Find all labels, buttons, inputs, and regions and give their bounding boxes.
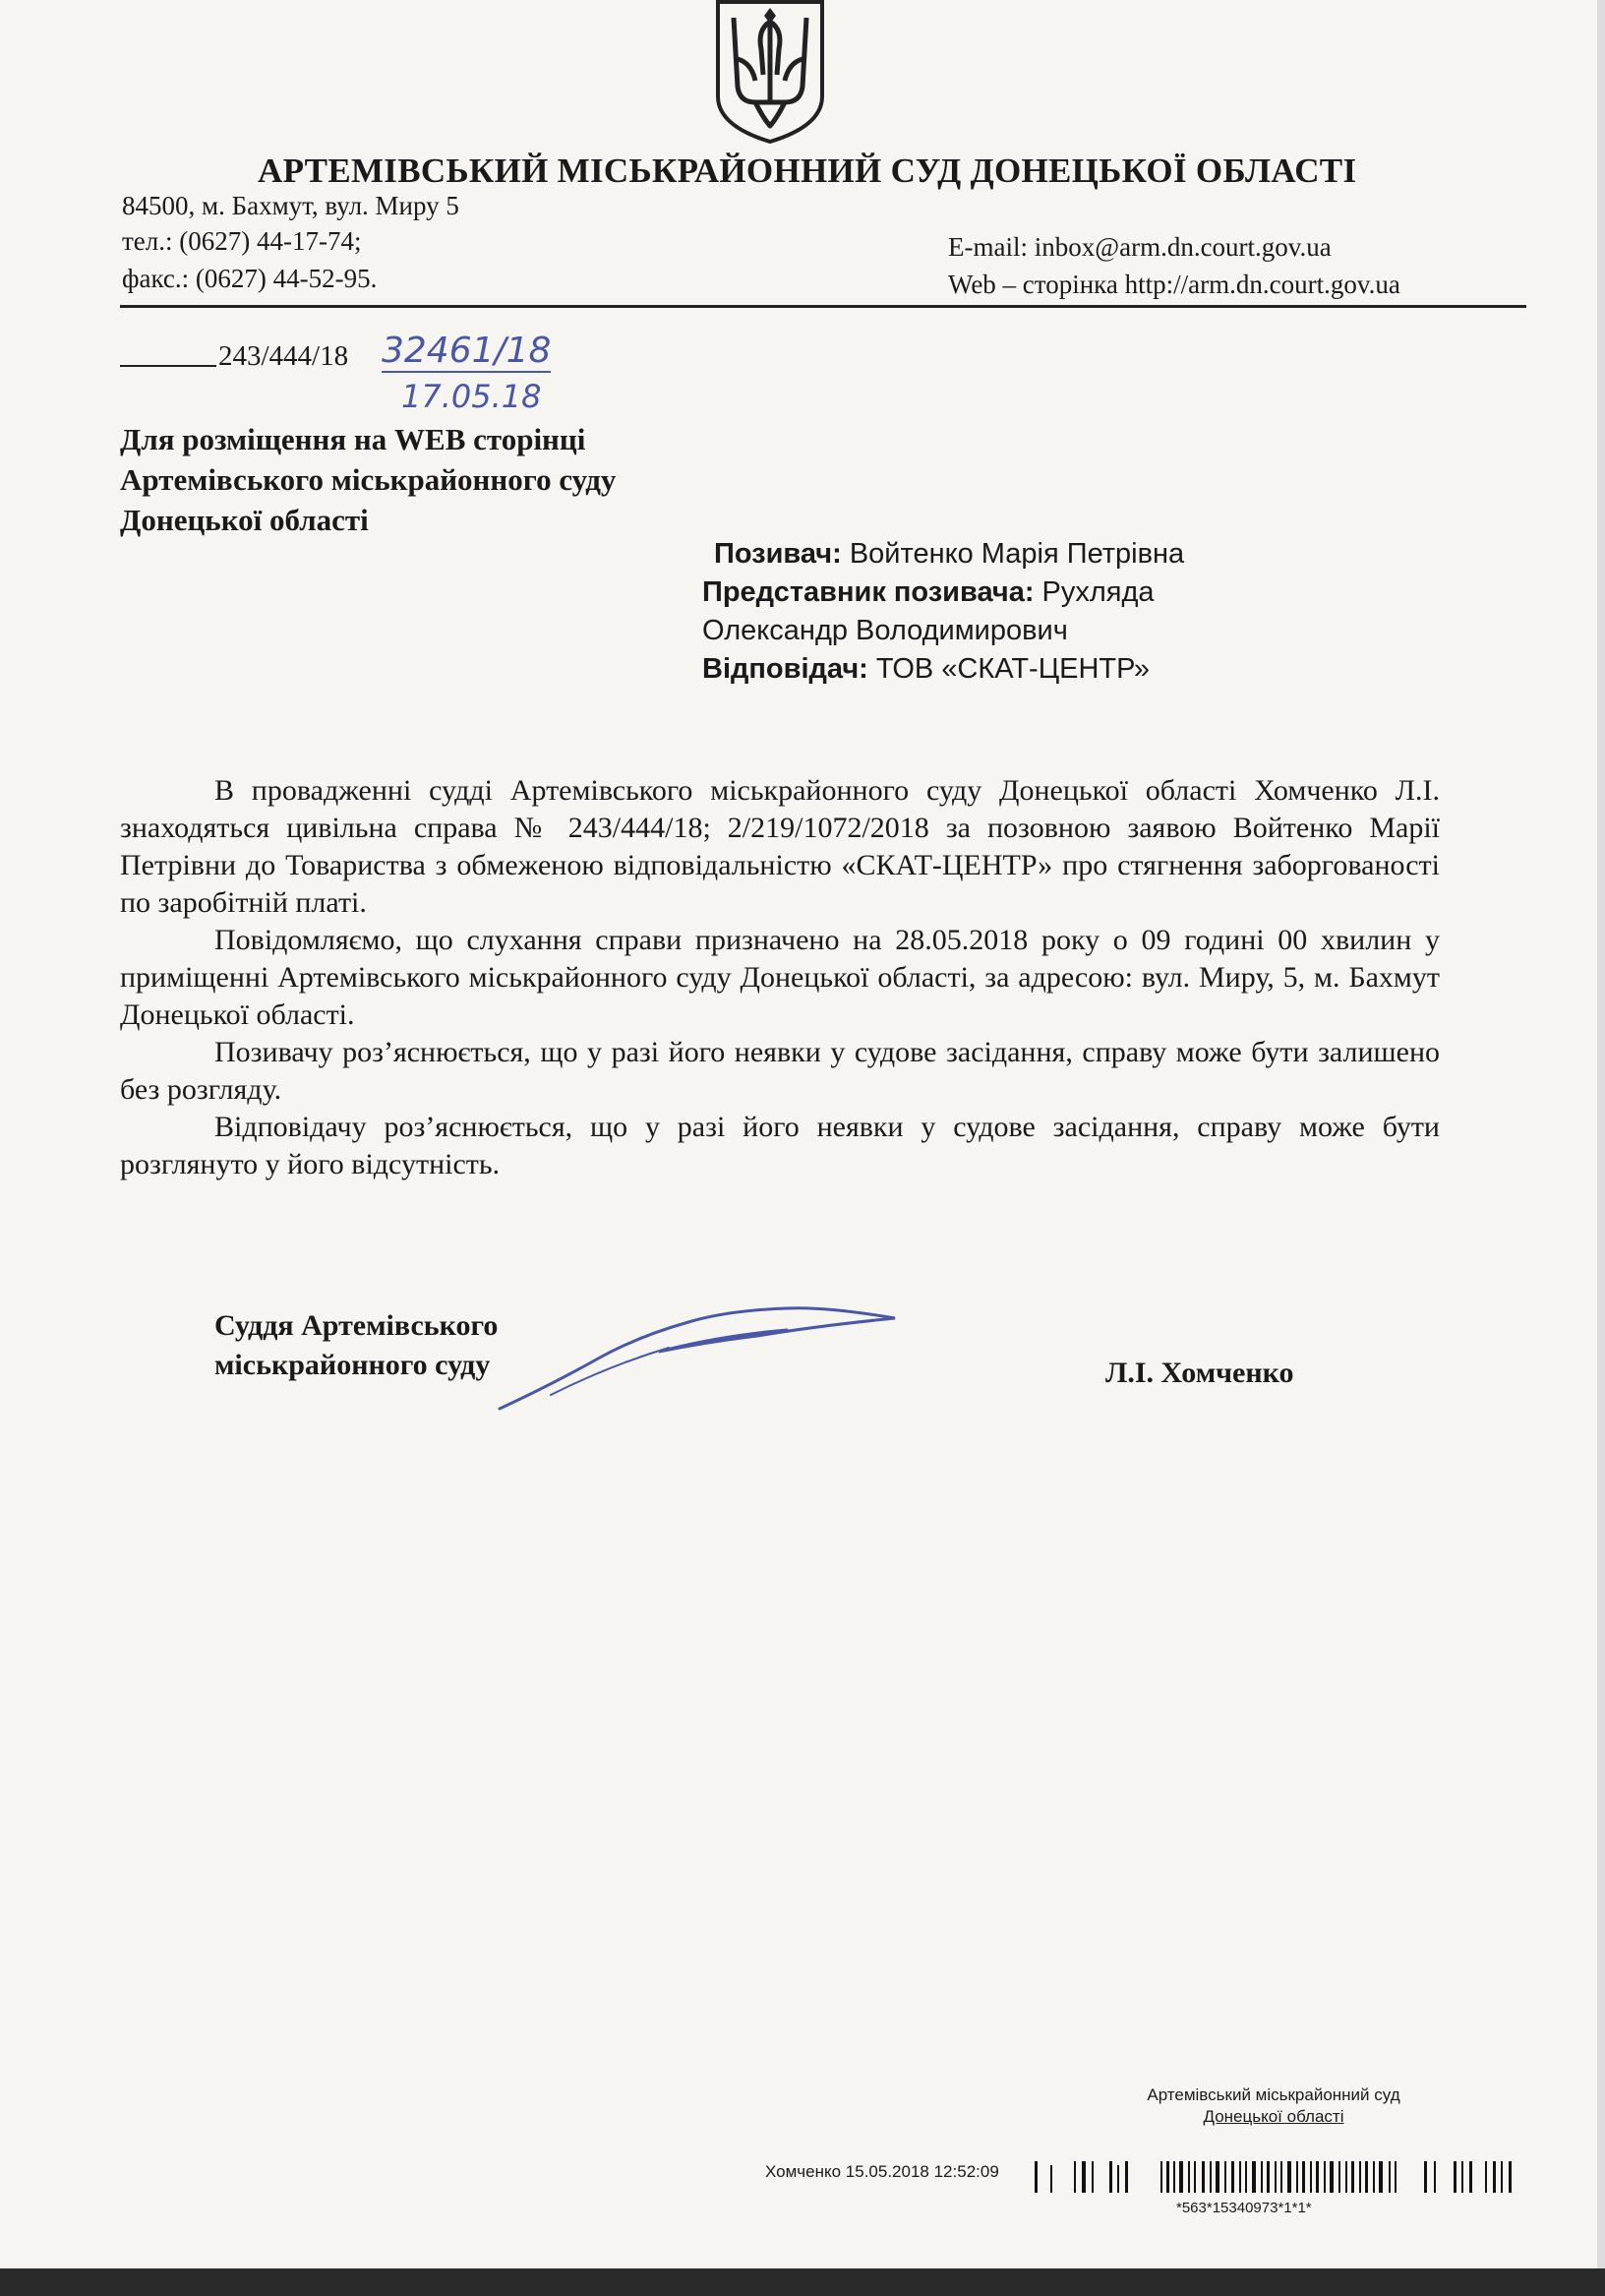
defendant-label: Відповідач: xyxy=(702,653,868,685)
plaintiff-label: Позивач: xyxy=(714,538,842,570)
e-document-stamp-court xyxy=(1131,2085,1416,2128)
web-publication-note xyxy=(120,419,808,540)
notice-body xyxy=(120,772,1440,1183)
body-paragraph: Позивачу роз’яснюється, що у разі його неявки у судове засідання, справу може бути залишено без розгляду. xyxy=(120,1036,1440,1106)
header-divider xyxy=(120,305,1526,308)
web-note-line: Для розміщення на WEB сторінці xyxy=(120,422,586,456)
defendant-name: ТОВ «СКАТ-ЦЕНТР» xyxy=(875,653,1150,685)
web-note-line: Артемівського міськрайонного суду xyxy=(120,462,617,497)
representative-name-part2: Олександр Володимирович xyxy=(702,615,1068,646)
court-website: Web – сторінка http://arm.dn.court.gov.ua xyxy=(948,270,1400,299)
court-phone: тел.: (0627) 44-17-74; xyxy=(122,226,362,256)
stamp-court-line: Артемівський міськрайонний суд xyxy=(1147,2085,1400,2104)
outgoing-reference xyxy=(120,340,348,373)
handwritten-registration-date: 17.05.18 xyxy=(401,378,542,415)
body-paragraph: Повідомляємо, що слухання справи призначено на 28.05.2018 року о 09 годині 00 хвилин у приміщенні Артемівського міськрайонного суду Донецької області, за адресою: вул. Миру, 5, м. Бахмут Донецької області. xyxy=(120,924,1440,1031)
scan-edge-right xyxy=(1597,0,1605,2296)
judge-title-line: міськрайонного суду xyxy=(214,1349,491,1381)
judge-title xyxy=(214,1306,498,1385)
web-note-line: Донецької області xyxy=(120,503,369,537)
judge-title-line: Суддя Артемівського xyxy=(214,1309,499,1342)
case-parties xyxy=(702,535,1509,689)
stamp-court-line: Донецької області xyxy=(1203,2107,1344,2126)
barcode xyxy=(1035,2159,1513,2197)
court-address: 84500, м. Бахмут, вул. Миру 5 xyxy=(122,191,459,220)
court-fax: факс.: (0627) 44-52-95. xyxy=(122,264,378,293)
court-email: E-mail: inbox@arm.dn.court.gov.ua xyxy=(948,232,1332,262)
reference-blank-line xyxy=(120,365,216,367)
representative-label: Представник позивача: xyxy=(702,576,1035,608)
body-paragraph: В провадженні судді Артемівського міськрайонного суду Донецької області Хомченко Л.І. знаходяться цивільна справа № 243/444/18; 2/219/1072/2018 за позовною заявою Войтенко Марії Петрівни до Товариства з обмеженою відповідальністю «СКАТ-ЦЕНТР» про стягнення заборгованості по заробітній платі. xyxy=(120,774,1440,919)
scan-edge-bottom xyxy=(0,2268,1605,2296)
e-signature-info: Хомченко 15.05.2018 12:52:09 xyxy=(765,2162,999,2181)
plaintiff-name: Войтенко Марія Петрівна xyxy=(849,538,1185,570)
handwritten-registration-number: 32461/18 xyxy=(382,331,552,371)
body-paragraph: Відповідачу роз’яснюється, що у разі його неявки у судове засідання, справу може бути розглянуто у його відсутність. xyxy=(120,1111,1440,1180)
judge-name: Л.І. Хомченко xyxy=(1105,1357,1294,1389)
representative-name-part1: Рухляда xyxy=(1041,576,1155,608)
barcode-text: *563*15340973*1*1* xyxy=(1176,2200,1312,2216)
court-name: АРТЕМІВСЬКИЙ МІСЬКРАЙОННИЙ СУД ДОНЕЦЬКОЇ ОБЛАСТІ xyxy=(258,151,1357,190)
case-number: 243/444/18 xyxy=(218,340,349,372)
handwritten-signature xyxy=(492,1297,905,1415)
coat-of-arms-icon xyxy=(712,0,828,144)
